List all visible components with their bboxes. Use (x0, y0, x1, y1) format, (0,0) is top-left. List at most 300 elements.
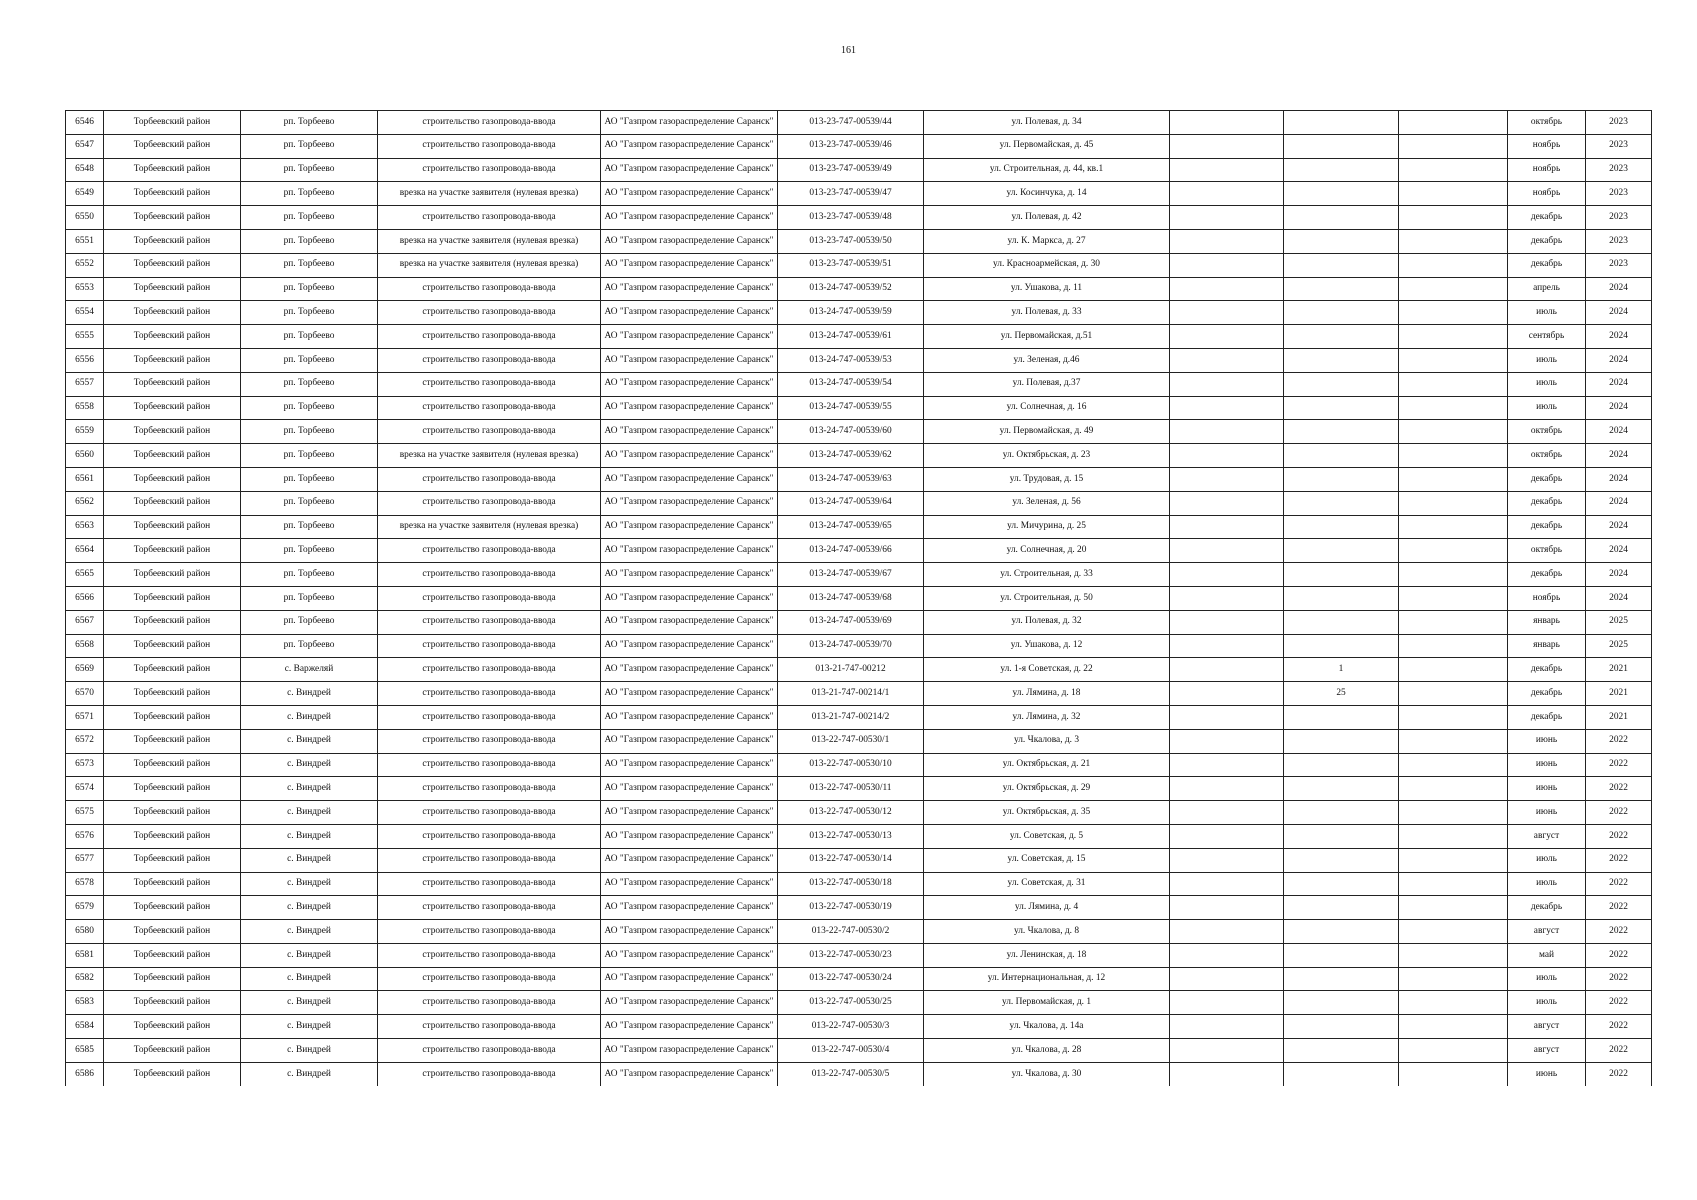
district-cell: Торбеевский район (104, 967, 241, 991)
row-number-cell: 6566 (66, 586, 104, 610)
row-number-cell: 6548 (66, 158, 104, 182)
extra-cell-3 (1399, 111, 1508, 135)
extra-cell-3 (1399, 943, 1508, 967)
year-cell: 2024 (1586, 348, 1652, 372)
table-row (66, 301, 1652, 325)
table-row (66, 777, 1652, 801)
contract-number-cell: 013-24-747-00539/63 (778, 467, 924, 491)
extra-cell-1 (1170, 539, 1284, 563)
district-cell: Торбеевский район (104, 729, 241, 753)
row-number-cell: 6580 (66, 920, 104, 944)
table-row (66, 872, 1652, 896)
address-cell: ул. Октябрьская, д. 29 (924, 777, 1170, 801)
row-number-cell: 6574 (66, 777, 104, 801)
table-row (66, 515, 1652, 539)
district-cell: Торбеевский район (104, 991, 241, 1015)
year-cell: 2022 (1586, 824, 1652, 848)
quantity-cell (1284, 396, 1399, 420)
contract-number-cell: 013-22-747-00530/4 (778, 1039, 924, 1063)
work-type-cell: строительство газопровода-ввода (378, 111, 601, 135)
year-cell: 2023 (1586, 111, 1652, 135)
row-number-cell: 6585 (66, 1039, 104, 1063)
address-cell: ул. Первомайская, д.51 (924, 325, 1170, 349)
extra-cell-1 (1170, 515, 1284, 539)
settlement-cell: с. Виндрей (241, 801, 378, 825)
organization-cell: АО "Газпром газораспределение Саранск" (601, 634, 778, 658)
row-number-cell: 6554 (66, 301, 104, 325)
table-row (66, 229, 1652, 253)
district-cell: Торбеевский район (104, 634, 241, 658)
district-cell: Торбеевский район (104, 396, 241, 420)
row-number-cell: 6572 (66, 729, 104, 753)
extra-cell-3 (1399, 372, 1508, 396)
work-type-cell: врезка на участке заявителя (нулевая врезка) (378, 229, 601, 253)
row-number-cell: 6561 (66, 467, 104, 491)
year-cell: 2024 (1586, 277, 1652, 301)
extra-cell-1 (1170, 325, 1284, 349)
contract-number-cell: 013-24-747-00539/67 (778, 563, 924, 587)
address-cell: ул. Чкалова, д. 28 (924, 1039, 1170, 1063)
work-type-cell: врезка на участке заявителя (нулевая врезка) (378, 253, 601, 277)
work-type-cell: строительство газопровода-ввода (378, 348, 601, 372)
settlement-cell: рп. Торбеево (241, 610, 378, 634)
district-cell: Торбеевский район (104, 848, 241, 872)
contract-number-cell: 013-24-747-00539/61 (778, 325, 924, 349)
extra-cell-1 (1170, 467, 1284, 491)
settlement-cell: с. Виндрей (241, 848, 378, 872)
settlement-cell: рп. Торбеево (241, 182, 378, 206)
row-number-cell: 6553 (66, 277, 104, 301)
extra-cell-1 (1170, 610, 1284, 634)
table-row (66, 348, 1652, 372)
contract-number-cell: 013-21-747-00212 (778, 658, 924, 682)
extra-cell-1 (1170, 777, 1284, 801)
district-cell: Торбеевский район (104, 1039, 241, 1063)
quantity-cell (1284, 991, 1399, 1015)
contract-number-cell: 013-24-747-00539/62 (778, 444, 924, 468)
district-cell: Торбеевский район (104, 705, 241, 729)
settlement-cell: с. Виндрей (241, 753, 378, 777)
extra-cell-3 (1399, 420, 1508, 444)
extra-cell-1 (1170, 229, 1284, 253)
year-cell: 2022 (1586, 848, 1652, 872)
row-number-cell: 6551 (66, 229, 104, 253)
organization-cell: АО "Газпром газораспределение Саранск" (601, 586, 778, 610)
year-cell: 2021 (1586, 705, 1652, 729)
extra-cell-1 (1170, 1062, 1284, 1085)
quantity-cell (1284, 158, 1399, 182)
row-number-cell: 6583 (66, 991, 104, 1015)
table-row (66, 658, 1652, 682)
month-cell: июнь (1508, 1062, 1586, 1085)
year-cell: 2024 (1586, 586, 1652, 610)
row-number-cell: 6570 (66, 682, 104, 706)
quantity-cell (1284, 111, 1399, 135)
district-cell: Торбеевский район (104, 943, 241, 967)
address-cell: ул. Советская, д. 5 (924, 824, 1170, 848)
address-cell: ул. Лямина, д. 32 (924, 705, 1170, 729)
extra-cell-3 (1399, 920, 1508, 944)
quantity-cell (1284, 943, 1399, 967)
quantity-cell: 1 (1284, 658, 1399, 682)
district-cell: Торбеевский район (104, 182, 241, 206)
organization-cell: АО "Газпром газораспределение Саранск" (601, 467, 778, 491)
extra-cell-3 (1399, 610, 1508, 634)
month-cell: ноябрь (1508, 158, 1586, 182)
settlement-cell: с. Виндрей (241, 896, 378, 920)
table-row (66, 729, 1652, 753)
district-cell: Торбеевский район (104, 586, 241, 610)
contract-number-cell: 013-24-747-00539/65 (778, 515, 924, 539)
contract-number-cell: 013-22-747-00530/10 (778, 753, 924, 777)
contract-number-cell: 013-24-747-00539/54 (778, 372, 924, 396)
extra-cell-1 (1170, 396, 1284, 420)
extra-cell-1 (1170, 134, 1284, 158)
settlement-cell: с. Виндрей (241, 967, 378, 991)
address-cell: ул. Октябрьская, д. 23 (924, 444, 1170, 468)
extra-cell-1 (1170, 348, 1284, 372)
year-cell: 2022 (1586, 943, 1652, 967)
extra-cell-1 (1170, 301, 1284, 325)
extra-cell-3 (1399, 563, 1508, 587)
district-cell: Торбеевский район (104, 134, 241, 158)
month-cell: декабрь (1508, 229, 1586, 253)
organization-cell: АО "Газпром газораспределение Саранск" (601, 991, 778, 1015)
contract-number-cell: 013-22-747-00530/5 (778, 1062, 924, 1085)
extra-cell-1 (1170, 943, 1284, 967)
contract-number-cell: 013-22-747-00530/23 (778, 943, 924, 967)
quantity-cell (1284, 634, 1399, 658)
work-type-cell: строительство газопровода-ввода (378, 396, 601, 420)
table-row (66, 277, 1652, 301)
month-cell: июль (1508, 848, 1586, 872)
work-type-cell: врезка на участке заявителя (нулевая врезка) (378, 182, 601, 206)
contract-number-cell: 013-24-747-00539/66 (778, 539, 924, 563)
year-cell: 2023 (1586, 253, 1652, 277)
quantity-cell (1284, 420, 1399, 444)
work-type-cell: строительство газопровода-ввода (378, 539, 601, 563)
address-cell: ул. Первомайская, д. 49 (924, 420, 1170, 444)
row-number-cell: 6578 (66, 872, 104, 896)
organization-cell: АО "Газпром газораспределение Саранск" (601, 801, 778, 825)
month-cell: август (1508, 1015, 1586, 1039)
extra-cell-1 (1170, 872, 1284, 896)
extra-cell-1 (1170, 444, 1284, 468)
work-type-cell: строительство газопровода-ввода (378, 991, 601, 1015)
address-cell: ул. Интернациональная, д. 12 (924, 967, 1170, 991)
district-cell: Торбеевский район (104, 515, 241, 539)
extra-cell-1 (1170, 158, 1284, 182)
address-cell: ул. Лямина, д. 18 (924, 682, 1170, 706)
address-cell: ул. Строительная, д. 33 (924, 563, 1170, 587)
extra-cell-1 (1170, 563, 1284, 587)
month-cell: октябрь (1508, 444, 1586, 468)
extra-cell-3 (1399, 253, 1508, 277)
work-type-cell: строительство газопровода-ввода (378, 563, 601, 587)
row-number-cell: 6577 (66, 848, 104, 872)
table-row (66, 682, 1652, 706)
settlement-cell: рп. Торбеево (241, 229, 378, 253)
month-cell: декабрь (1508, 467, 1586, 491)
row-number-cell: 6563 (66, 515, 104, 539)
table-row (66, 1039, 1652, 1063)
extra-cell-3 (1399, 586, 1508, 610)
year-cell: 2023 (1586, 134, 1652, 158)
district-cell: Торбеевский район (104, 563, 241, 587)
organization-cell: АО "Газпром газораспределение Саранск" (601, 182, 778, 206)
year-cell: 2022 (1586, 801, 1652, 825)
year-cell: 2024 (1586, 301, 1652, 325)
month-cell: май (1508, 943, 1586, 967)
contract-number-cell: 013-22-747-00530/18 (778, 872, 924, 896)
organization-cell: АО "Газпром газораспределение Саранск" (601, 301, 778, 325)
extra-cell-3 (1399, 467, 1508, 491)
row-number-cell: 6547 (66, 134, 104, 158)
work-type-cell: строительство газопровода-ввода (378, 610, 601, 634)
quantity-cell (1284, 872, 1399, 896)
settlement-cell: с. Виндрей (241, 824, 378, 848)
district-cell: Торбеевский район (104, 277, 241, 301)
address-cell: ул. Зеленая, д.46 (924, 348, 1170, 372)
address-cell: ул. Советская, д. 31 (924, 872, 1170, 896)
month-cell: июль (1508, 301, 1586, 325)
month-cell: сентябрь (1508, 325, 1586, 349)
quantity-cell (1284, 253, 1399, 277)
organization-cell: АО "Газпром газораспределение Саранск" (601, 229, 778, 253)
extra-cell-1 (1170, 1039, 1284, 1063)
contract-number-cell: 013-24-747-00539/59 (778, 301, 924, 325)
work-type-cell: строительство газопровода-ввода (378, 658, 601, 682)
address-cell: ул. К. Маркса, д. 27 (924, 229, 1170, 253)
quantity-cell (1284, 896, 1399, 920)
settlement-cell: с. Виндрей (241, 920, 378, 944)
settlement-cell: рп. Торбеево (241, 277, 378, 301)
table-row (66, 396, 1652, 420)
work-type-cell: врезка на участке заявителя (нулевая врезка) (378, 515, 601, 539)
organization-cell: АО "Газпром газораспределение Саранск" (601, 396, 778, 420)
year-cell: 2025 (1586, 610, 1652, 634)
table-row (66, 111, 1652, 135)
organization-cell: АО "Газпром газораспределение Саранск" (601, 1039, 778, 1063)
district-cell: Торбеевский район (104, 1062, 241, 1085)
work-type-cell: строительство газопровода-ввода (378, 325, 601, 349)
organization-cell: АО "Газпром газораспределение Саранск" (601, 444, 778, 468)
district-cell: Торбеевский район (104, 777, 241, 801)
row-number-cell: 6581 (66, 943, 104, 967)
work-type-cell: строительство газопровода-ввода (378, 753, 601, 777)
organization-cell: АО "Газпром газораспределение Саранск" (601, 372, 778, 396)
row-number-cell: 6562 (66, 491, 104, 515)
extra-cell-3 (1399, 801, 1508, 825)
month-cell: январь (1508, 634, 1586, 658)
organization-cell: АО "Газпром газораспределение Саранск" (601, 848, 778, 872)
extra-cell-3 (1399, 705, 1508, 729)
extra-cell-3 (1399, 753, 1508, 777)
address-cell: ул. Октябрьская, д. 21 (924, 753, 1170, 777)
contract-number-cell: 013-24-747-00539/64 (778, 491, 924, 515)
district-cell: Торбеевский район (104, 348, 241, 372)
table-row (66, 444, 1652, 468)
quantity-cell (1284, 467, 1399, 491)
quantity-cell (1284, 229, 1399, 253)
month-cell: октябрь (1508, 420, 1586, 444)
work-type-cell: строительство газопровода-ввода (378, 134, 601, 158)
row-number-cell: 6579 (66, 896, 104, 920)
organization-cell: АО "Газпром газораспределение Саранск" (601, 515, 778, 539)
address-cell: ул. Мичурина, д. 25 (924, 515, 1170, 539)
table-row (66, 372, 1652, 396)
district-cell: Торбеевский район (104, 372, 241, 396)
work-type-cell: строительство газопровода-ввода (378, 372, 601, 396)
row-number-cell: 6568 (66, 634, 104, 658)
extra-cell-3 (1399, 682, 1508, 706)
organization-cell: АО "Газпром газораспределение Саранск" (601, 824, 778, 848)
extra-cell-1 (1170, 372, 1284, 396)
row-number-cell: 6582 (66, 967, 104, 991)
year-cell: 2024 (1586, 372, 1652, 396)
month-cell: декабрь (1508, 491, 1586, 515)
row-number-cell: 6584 (66, 1015, 104, 1039)
settlement-cell: с. Виндрей (241, 705, 378, 729)
settlement-cell: рп. Торбеево (241, 444, 378, 468)
district-cell: Торбеевский район (104, 420, 241, 444)
table-row (66, 848, 1652, 872)
year-cell: 2022 (1586, 920, 1652, 944)
month-cell: декабрь (1508, 682, 1586, 706)
quantity-cell (1284, 539, 1399, 563)
quantity-cell (1284, 325, 1399, 349)
table-row (66, 824, 1652, 848)
year-cell: 2022 (1586, 753, 1652, 777)
district-cell: Торбеевский район (104, 444, 241, 468)
year-cell: 2022 (1586, 1015, 1652, 1039)
row-number-cell: 6559 (66, 420, 104, 444)
year-cell: 2023 (1586, 182, 1652, 206)
month-cell: ноябрь (1508, 182, 1586, 206)
settlement-cell: рп. Торбеево (241, 563, 378, 587)
extra-cell-1 (1170, 729, 1284, 753)
contract-number-cell: 013-23-747-00539/44 (778, 111, 924, 135)
organization-cell: АО "Газпром газораспределение Саранск" (601, 753, 778, 777)
extra-cell-3 (1399, 229, 1508, 253)
month-cell: июль (1508, 872, 1586, 896)
extra-cell-1 (1170, 1015, 1284, 1039)
year-cell: 2022 (1586, 1039, 1652, 1063)
extra-cell-3 (1399, 777, 1508, 801)
table-row (66, 943, 1652, 967)
month-cell: октябрь (1508, 539, 1586, 563)
address-cell: ул. Полевая, д. 32 (924, 610, 1170, 634)
extra-cell-1 (1170, 420, 1284, 444)
extra-cell-3 (1399, 729, 1508, 753)
year-cell: 2022 (1586, 777, 1652, 801)
district-cell: Торбеевский район (104, 111, 241, 135)
extra-cell-3 (1399, 301, 1508, 325)
table-row (66, 467, 1652, 491)
district-cell: Торбеевский район (104, 682, 241, 706)
table-row (66, 539, 1652, 563)
organization-cell: АО "Газпром газораспределение Саранск" (601, 253, 778, 277)
district-cell: Торбеевский район (104, 1015, 241, 1039)
address-cell: ул. Зеленая, д. 56 (924, 491, 1170, 515)
row-number-cell: 6569 (66, 658, 104, 682)
organization-cell: АО "Газпром газораспределение Саранск" (601, 967, 778, 991)
month-cell: август (1508, 920, 1586, 944)
district-cell: Торбеевский район (104, 896, 241, 920)
year-cell: 2022 (1586, 1062, 1652, 1085)
table-row (66, 253, 1652, 277)
address-cell: ул. Ушакова, д. 11 (924, 277, 1170, 301)
contract-number-cell: 013-22-747-00530/11 (778, 777, 924, 801)
quantity-cell (1284, 515, 1399, 539)
district-cell: Торбеевский район (104, 539, 241, 563)
work-type-cell: строительство газопровода-ввода (378, 920, 601, 944)
contract-number-cell: 013-24-747-00539/53 (778, 348, 924, 372)
contract-number-cell: 013-21-747-00214/1 (778, 682, 924, 706)
extra-cell-3 (1399, 1015, 1508, 1039)
year-cell: 2024 (1586, 539, 1652, 563)
organization-cell: АО "Газпром газораспределение Саранск" (601, 610, 778, 634)
address-cell: ул. Полевая, д.37 (924, 372, 1170, 396)
month-cell: август (1508, 1039, 1586, 1063)
contract-number-cell: 013-24-747-00539/52 (778, 277, 924, 301)
extra-cell-1 (1170, 824, 1284, 848)
year-cell: 2022 (1586, 991, 1652, 1015)
settlement-cell: рп. Торбеево (241, 348, 378, 372)
district-cell: Торбеевский район (104, 824, 241, 848)
extra-cell-1 (1170, 848, 1284, 872)
table-row (66, 206, 1652, 230)
work-type-cell: строительство газопровода-ввода (378, 705, 601, 729)
contract-number-cell: 013-22-747-00530/13 (778, 824, 924, 848)
district-cell: Торбеевский район (104, 325, 241, 349)
contract-number-cell: 013-23-747-00539/51 (778, 253, 924, 277)
settlement-cell: рп. Торбеево (241, 634, 378, 658)
table-row (66, 920, 1652, 944)
row-number-cell: 6573 (66, 753, 104, 777)
district-cell: Торбеевский район (104, 158, 241, 182)
settlement-cell: рп. Торбеево (241, 491, 378, 515)
table-row (66, 801, 1652, 825)
district-cell: Торбеевский район (104, 206, 241, 230)
quantity-cell (1284, 277, 1399, 301)
extra-cell-3 (1399, 848, 1508, 872)
year-cell: 2025 (1586, 634, 1652, 658)
table-row (66, 420, 1652, 444)
address-cell: ул. Первомайская, д. 45 (924, 134, 1170, 158)
table-row (66, 1062, 1652, 1085)
contract-number-cell: 013-22-747-00530/2 (778, 920, 924, 944)
extra-cell-3 (1399, 991, 1508, 1015)
extra-cell-1 (1170, 634, 1284, 658)
quantity-cell (1284, 182, 1399, 206)
contract-number-cell: 013-21-747-00214/2 (778, 705, 924, 729)
address-cell: ул. Чкалова, д. 14а (924, 1015, 1170, 1039)
address-cell: ул. Трудовая, д. 15 (924, 467, 1170, 491)
month-cell: декабрь (1508, 896, 1586, 920)
row-number-cell: 6555 (66, 325, 104, 349)
extra-cell-3 (1399, 134, 1508, 158)
row-number-cell: 6556 (66, 348, 104, 372)
contract-number-cell: 013-24-747-00539/60 (778, 420, 924, 444)
work-type-cell: строительство газопровода-ввода (378, 277, 601, 301)
extra-cell-3 (1399, 967, 1508, 991)
work-type-cell: строительство газопровода-ввода (378, 1039, 601, 1063)
settlement-cell: рп. Торбеево (241, 372, 378, 396)
organization-cell: АО "Газпром газораспределение Саранск" (601, 158, 778, 182)
year-cell: 2024 (1586, 515, 1652, 539)
settlement-cell: рп. Торбеево (241, 396, 378, 420)
